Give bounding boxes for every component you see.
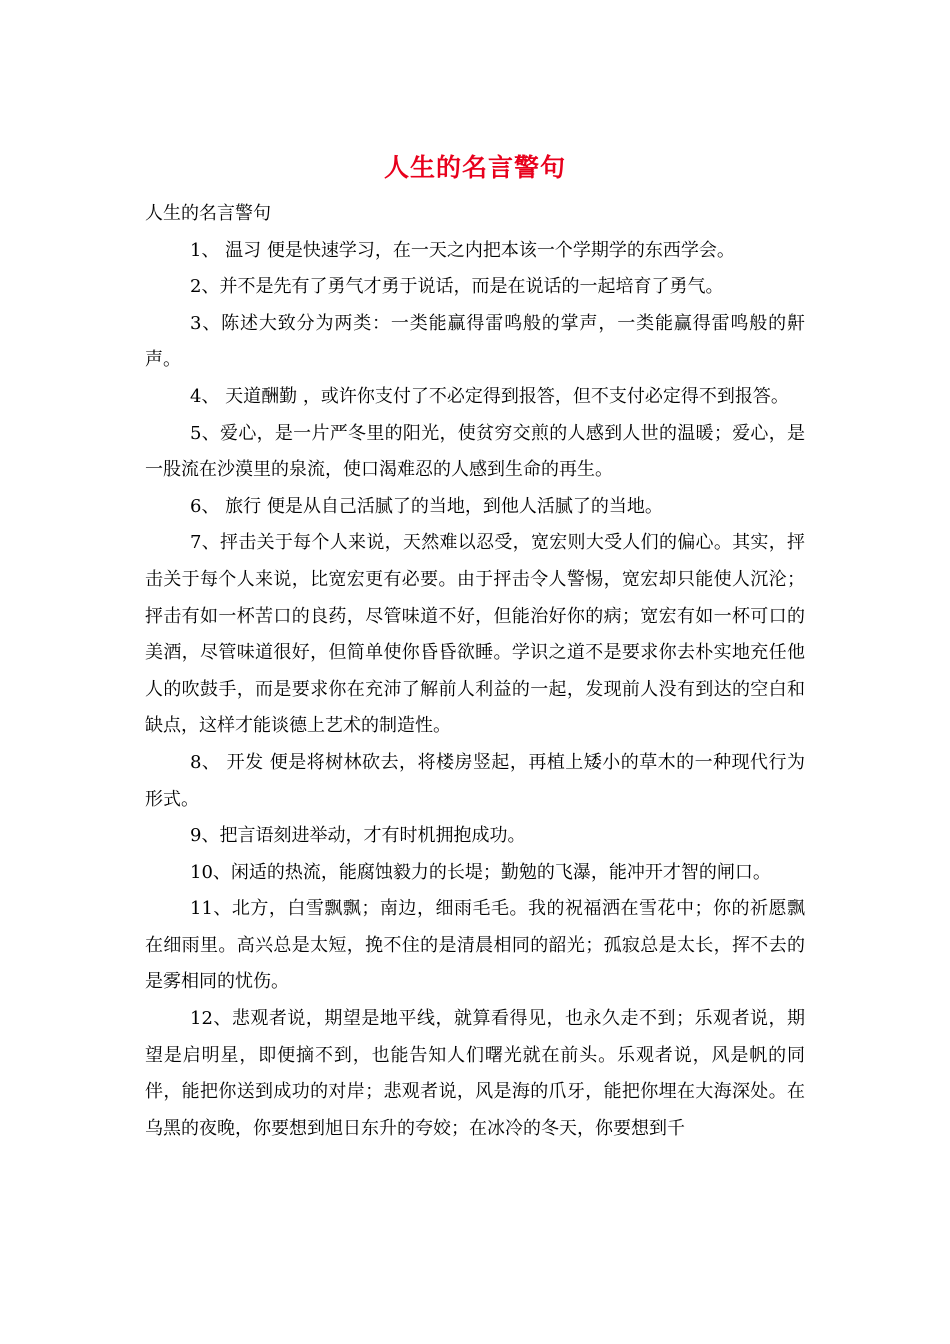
quote-paragraph-12: 12、悲观者说，期望是地平线，就算看得见，也永久走不到；乐观者说，期望是启明星，即便摘不到，也能告知人们曙光就在前头。乐观者说，风是帆的同伴，能把你送到成功的对岸；悲观者说，风是海的爪牙，能把你埋在大海深处。在乌黑的夜晚，你要想到旭日东升的夸姣；在冰冷的冬天，你要想到千 <box>145 1008 805 1139</box>
quote-paragraph-3: 3、陈述大致分为两类：一类能赢得雷鸣般的掌声，一类能赢得雷鸣般的鼾声。 <box>145 312 805 371</box>
quote-paragraph-1: 1、 温习 便是快速学习，在一天之内把本该一个学期学的东西学会。 <box>190 239 735 261</box>
quote-paragraph-8: 8、 开发 便是将树林砍去，将楼房竖起，再植上矮小的草木的一种现代行为形式。 <box>145 751 805 810</box>
document-title: 人生的名言警句 <box>383 153 566 182</box>
quote-paragraph-5: 5、爱心，是一片严冬里的阳光，使贫穷交煎的人感到人世的温暖；爱心，是一股流在沙漠里的泉流，使口渴难忍的人感到生命的再生。 <box>145 422 805 481</box>
quote-paragraph-7: 7、抨击关于每个人来说，天然难以忍受，宽宏则大受人们的偏心。其实，抨击关于每个人来说，比宽宏更有必要。由于抨击令人警惕，宽宏却只能使人沉沦；抨击有如一杯苦口的良药，尽管味道不好，但能治好你的病；宽宏有如一杯可口的美酒，尽管味道很好，但简单使你昏昏欲睡。学识之道不是要求你去朴实地充任他人的吹鼓手，而是要求你在充沛了解前人利益的一起，发现前人没有到达的空白和缺点，这样才能谈德上艺术的制造性。 <box>145 532 805 737</box>
document-subtitle: 人生的名言警句 <box>145 203 271 224</box>
quote-paragraph-6: 6、 旅行 便是从自己活腻了的当地，到他人活腻了的当地。 <box>190 495 663 517</box>
document-body <box>145 196 805 1147</box>
quote-paragraph-4: 4、 天道酬勤 ，或许你支付了不必定得到报答，但不支付必定得不到报答。 <box>190 385 789 407</box>
quote-paragraph-9: 9、把言语刻进举动，才有时机拥抱成功。 <box>190 825 526 847</box>
quote-paragraph-10: 10、闲适的热流，能腐蚀毅力的长堤；勤勉的飞瀑，能冲开才智的闸口。 <box>190 861 771 883</box>
quote-paragraph-11: 11、北方，白雪飘飘；南边，细雨毛毛。我的祝福洒在雪花中；你的祈愿飘在细雨里。高兴总是太短，挽不住的是清晨相同的韶光；孤寂总是太长，挥不去的是雾相同的忧伤。 <box>145 898 805 993</box>
quote-paragraph-2: 2、并不是先有了勇气才勇于说话，而是在说话的一起培育了勇气。 <box>190 276 724 298</box>
